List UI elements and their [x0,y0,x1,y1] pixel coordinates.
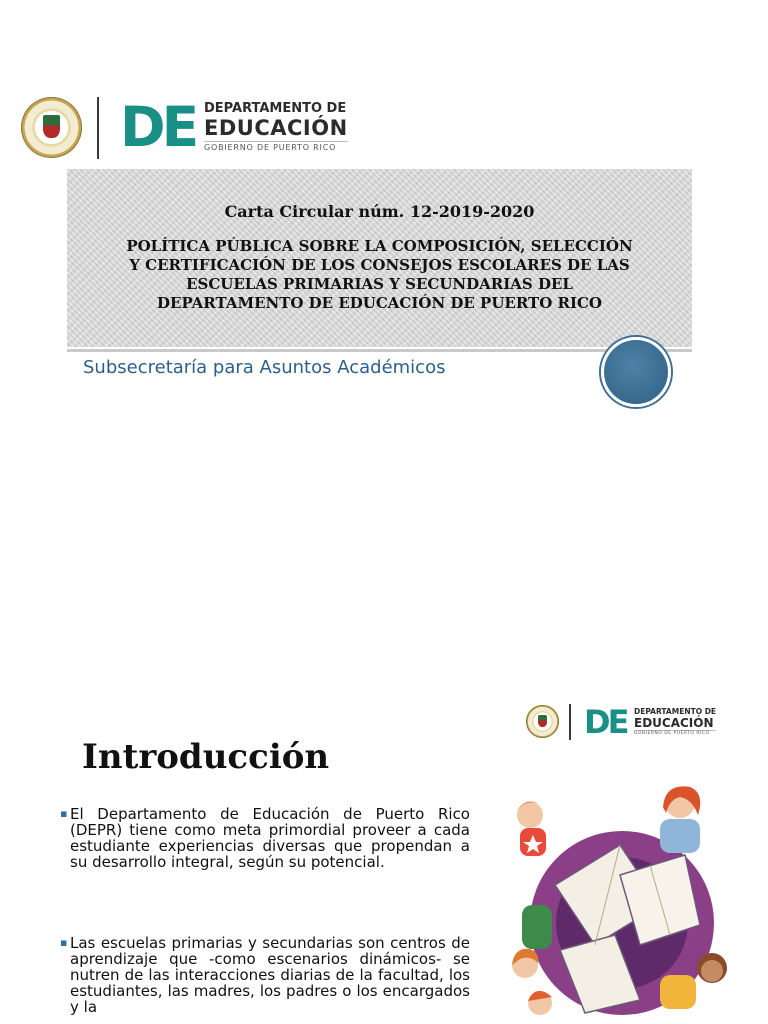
circular-number: Carta Circular núm. 12-2019-2020 [224,202,535,221]
policy-title-line: POLÍTICA PÚBLICA SOBRE LA COMPOSICIÓN, SELECCIÓN [126,237,633,255]
bullet-text: Las escuelas primarias y secundarias son centros de aprendizaje que -como escenarios dinámicos- se nutren de las interacciones diarias de la facultad, los estudiantes, las madres, los padres o los encargados y la [70,934,470,1016]
slide-title: Introducción [82,737,330,777]
de-logo-letters: DE [120,95,196,159]
children-reading-illustration [500,785,735,1024]
de-logo [584,705,716,739]
logo-divider [569,704,571,740]
slide-introduccion [0,660,768,1024]
banner-underline [67,349,692,352]
bullet-text: El Departamento de Educación de Puerto Rico (DEPR) tiene como meta primordial proveer a cada estudiante experiencias diversas que propendan a su desarrollo integral, según su potencial. [70,805,470,871]
de-logo [120,95,348,159]
de-logo-line2: EDUCACIÓN [634,715,714,730]
de-logo-line3: GOBIERNO DE PUERTO RICO [204,141,348,153]
bullet-marker-icon: ▪ [60,807,68,820]
bullet-item [60,935,470,1015]
puerto-rico-seal-logo [21,97,82,158]
policy-title-line: DEPARTAMENTO DE EDUCACIÓN DE PUERTO RICO [157,294,602,312]
subsecretaria-label: Subsecretaría para Asuntos Académicos [83,357,446,378]
bullet-item [60,806,470,870]
logo-divider [97,97,99,159]
bullet-marker-icon: ▪ [60,936,68,949]
puerto-rico-seal-logo [526,705,559,738]
policy-title-line: Y CERTIFICACIÓN DE LOS CONSEJOS ESCOLARES DE LAS [129,256,630,274]
decorative-circle [601,337,671,407]
de-logo-letters: DE [584,703,627,741]
policy-title [67,237,692,313]
de-logo-line3: GOBIERNO DE PUERTO RICO [634,730,716,737]
de-logo-line1: DEPARTAMENTO DE [634,706,717,716]
de-logo-line1: DEPARTAMENTO DE [204,100,347,116]
de-logo-line2: EDUCACIÓN [204,115,348,140]
title-banner [67,169,692,347]
policy-title-line: ESCUELAS PRIMARIAS Y SECUNDARIAS DEL [186,275,573,293]
